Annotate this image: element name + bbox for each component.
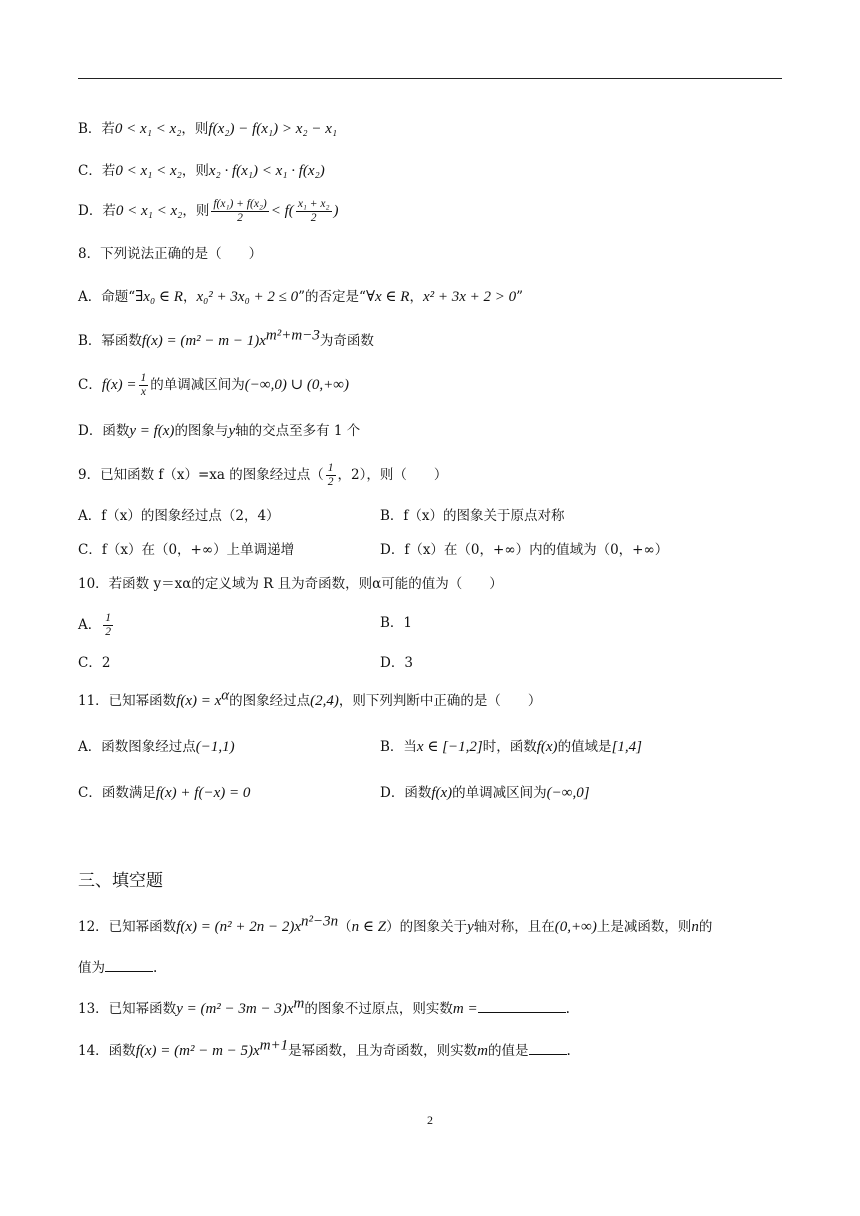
q13 bbox=[78, 995, 570, 1018]
header-rule bbox=[78, 78, 782, 79]
option-text: 当 bbox=[403, 739, 417, 755]
math-expr: 0 < x₁ < x₂ bbox=[115, 203, 183, 220]
fraction-numerator: 1 bbox=[139, 372, 149, 386]
q11-stem bbox=[78, 687, 542, 710]
math-expr: x ∈ [−1,2] bbox=[416, 739, 483, 755]
option-text: 的单调减区间为 bbox=[452, 785, 547, 801]
option-letter: B． bbox=[380, 739, 404, 755]
q8-option-b[interactable] bbox=[78, 327, 374, 350]
option-text: ” bbox=[516, 289, 524, 305]
exponent: m bbox=[293, 995, 305, 1012]
math-expr: f(x) = (n² + 2n − 2)x bbox=[176, 919, 302, 935]
option-text: 若 bbox=[102, 203, 116, 220]
q11-option-a[interactable] bbox=[78, 738, 235, 756]
math-expr: ∀x ∈ R bbox=[365, 289, 410, 305]
option-text: ，则 bbox=[182, 203, 210, 220]
q10-option-b[interactable]: B．1 bbox=[380, 615, 413, 631]
option-text: 轴的交点至多有 1 个 bbox=[235, 423, 361, 439]
math-expr: (−1,1) bbox=[195, 739, 235, 755]
option-text: 为奇函数 bbox=[319, 333, 374, 349]
q8-option-a[interactable] bbox=[78, 288, 523, 306]
option-text: ，则 bbox=[181, 163, 209, 179]
fraction-denominator: 2 bbox=[105, 626, 111, 639]
stem-text: . bbox=[153, 960, 158, 976]
math-expr: f(x) = x bbox=[176, 693, 222, 709]
fraction-denominator: 2 bbox=[310, 212, 317, 225]
stem-text: 9．已知函数 f（x）=xa 的图象经过点（ bbox=[78, 467, 324, 484]
q12-line1 bbox=[78, 913, 713, 936]
fraction-numerator: f(x₁) + f(x₂) bbox=[211, 198, 268, 212]
math-expr: y = (m² − 3m − 3)x bbox=[176, 1001, 294, 1017]
stem-text: 上是减函数，则 bbox=[596, 919, 692, 935]
math-expr: x² + 3x + 2 > 0 bbox=[422, 289, 517, 305]
math-expr: (2,4) bbox=[310, 693, 339, 709]
q9-stem bbox=[78, 462, 447, 489]
fraction-denominator: 2 bbox=[237, 212, 243, 225]
option-letter: A． bbox=[78, 617, 102, 634]
math-expr: f(x) = (m² − m − 1)x bbox=[141, 333, 266, 349]
math-expr: n bbox=[691, 919, 699, 935]
option-text: 函数图象经过点 bbox=[101, 739, 196, 755]
fraction bbox=[296, 198, 332, 225]
math-expr: m bbox=[477, 1043, 488, 1059]
math-expr: f(x) + f(−x) = 0 bbox=[155, 785, 251, 801]
fraction-numerator: 1 bbox=[326, 462, 336, 476]
stem-text: 14．函数 bbox=[78, 1043, 136, 1059]
math-expr: f(x) = bbox=[101, 377, 137, 394]
q9-option-a[interactable]: A．f（x）的图象经过点（2，4） bbox=[78, 508, 280, 524]
math-expr: (0,+∞) bbox=[554, 919, 597, 935]
math-expr: (−∞,0] bbox=[546, 785, 590, 801]
stem-text: 的值是 bbox=[488, 1043, 529, 1059]
q7-option-d[interactable] bbox=[78, 198, 339, 225]
exponent: n²−3n bbox=[301, 913, 339, 930]
stem-text: ，则下列判断中正确的是（ ） bbox=[338, 693, 542, 709]
math-expr: x₂ · f(x₁) < x₁ · f(x₂) bbox=[208, 163, 325, 179]
exponent: m+1 bbox=[259, 1037, 289, 1054]
stem-text: 的 bbox=[698, 919, 713, 935]
option-letter: D． bbox=[78, 423, 103, 439]
option-letter: D． bbox=[380, 785, 405, 801]
q10-option-c[interactable]: C．2 bbox=[78, 655, 111, 671]
math-expr: 0 < x₁ < x₂ bbox=[114, 121, 182, 137]
option-letter: A． bbox=[78, 289, 102, 305]
option-text: 函数满足 bbox=[101, 785, 156, 801]
option-text: 函数 bbox=[404, 785, 432, 801]
option-text: 命题“ bbox=[101, 289, 136, 305]
math-expr: ) bbox=[333, 203, 339, 220]
math-expr: f(x) bbox=[536, 739, 558, 755]
option-text: ，则 bbox=[181, 121, 209, 137]
stem-text: . bbox=[566, 1043, 571, 1059]
option-letter: B． bbox=[78, 333, 102, 349]
stem-text: ，2），则（ ） bbox=[337, 467, 448, 484]
option-text: 若 bbox=[101, 121, 115, 137]
fraction bbox=[103, 612, 113, 639]
stem-text: 11．已知幂函数 bbox=[78, 693, 177, 709]
q12-line2 bbox=[78, 960, 157, 976]
option-text: ”的否定是“ bbox=[298, 289, 366, 305]
q8-stem: 8．下列说法正确的是（ ） bbox=[78, 246, 263, 262]
fraction bbox=[326, 462, 336, 489]
option-letter: A． bbox=[78, 739, 102, 755]
math-expr: f(x) bbox=[431, 785, 453, 801]
math-expr: y bbox=[228, 423, 236, 439]
q8-option-c[interactable] bbox=[78, 372, 349, 399]
math-expr: n ∈ Z bbox=[351, 919, 387, 935]
fraction bbox=[139, 372, 149, 399]
option-text: 函数 bbox=[102, 423, 130, 439]
q10-option-a[interactable] bbox=[78, 612, 115, 639]
option-letter: C． bbox=[78, 163, 102, 179]
option-text: 的值域是 bbox=[557, 739, 612, 755]
option-letter: C． bbox=[78, 785, 102, 801]
math-expr: x₀² + 3x₀ + 2 ≤ 0 bbox=[196, 289, 299, 305]
math-expr: m = bbox=[452, 1001, 478, 1017]
stem-text: 12．已知幂函数 bbox=[78, 919, 177, 935]
fraction-denominator: 2 bbox=[327, 476, 334, 489]
q9-option-d[interactable]: D．f（x）在（0，+∞）内的值域为（0，+∞） bbox=[380, 542, 669, 558]
stem-text: （ bbox=[338, 919, 352, 935]
stem-text: 的图象不过原点，则实数 bbox=[304, 1001, 453, 1017]
section-title: 三、填空题 bbox=[78, 871, 163, 891]
math-expr: < f( bbox=[270, 203, 294, 220]
fraction bbox=[211, 198, 268, 225]
fraction-denominator: x bbox=[140, 386, 146, 399]
option-text: 的单调减区间为 bbox=[150, 377, 245, 394]
answer-blank[interactable] bbox=[529, 1053, 567, 1055]
q11-option-c[interactable] bbox=[78, 784, 250, 802]
q11-option-d[interactable] bbox=[380, 784, 590, 802]
math-expr: f(x₂) − f(x₁) > x₂ − x₁ bbox=[208, 121, 338, 137]
option-text: 时，函数 bbox=[482, 739, 537, 755]
q11-option-b[interactable] bbox=[380, 738, 642, 756]
math-expr: 0 < x₁ < x₂ bbox=[115, 163, 182, 179]
option-text: 若 bbox=[101, 163, 116, 179]
answer-blank[interactable] bbox=[105, 970, 153, 972]
fraction-numerator: 1 bbox=[103, 612, 113, 626]
option-letter: C． bbox=[78, 377, 102, 394]
option-text: ， bbox=[182, 289, 197, 305]
option-text: 的图象与 bbox=[174, 423, 229, 439]
q8-option-d[interactable] bbox=[78, 422, 360, 440]
math-expr: f(x) = (m² − m − 5)x bbox=[135, 1043, 260, 1059]
stem-text: 轴对称，且在 bbox=[473, 919, 555, 935]
option-letter: B． bbox=[78, 121, 102, 137]
math-expr: [1,4] bbox=[611, 739, 642, 755]
math-expr: y bbox=[467, 919, 474, 935]
q7-option-c[interactable] bbox=[78, 162, 325, 180]
stem-text: 值为 bbox=[78, 960, 105, 976]
math-expr: y = f(x) bbox=[129, 423, 175, 439]
math-expr: (−∞,0) ∪ (0,+∞) bbox=[244, 377, 349, 394]
q9-option-b[interactable]: B．f（x）的图象关于原点对称 bbox=[380, 508, 565, 524]
q9-option-c[interactable]: C．f（x）在（0，+∞）上单调递增 bbox=[78, 542, 295, 558]
stem-text: . bbox=[565, 1001, 570, 1017]
q10-stem: 10．若函数 y＝xα的定义域为 R 且为奇函数，则α可能的值为（ ） bbox=[78, 576, 503, 592]
option-text: 幂函数 bbox=[101, 333, 142, 349]
option-text: ， bbox=[409, 289, 423, 305]
page-number: 2 bbox=[427, 1113, 433, 1127]
q10-option-d[interactable]: D．3 bbox=[380, 655, 413, 671]
stem-text: 13．已知幂函数 bbox=[78, 1001, 177, 1017]
math-expr: ∃x₀ ∈ R bbox=[135, 289, 183, 305]
answer-blank[interactable] bbox=[478, 1011, 566, 1013]
stem-text: 的图象经过点 bbox=[229, 693, 311, 709]
exponent: α bbox=[221, 687, 230, 704]
q7-option-b[interactable] bbox=[78, 120, 337, 138]
exponent: m²+m−3 bbox=[265, 327, 320, 344]
q14 bbox=[78, 1037, 571, 1060]
fraction-numerator: x₁ + x₂ bbox=[296, 198, 332, 212]
option-letter: D． bbox=[78, 203, 103, 220]
stem-text: 是幂函数，且为奇函数，则实数 bbox=[288, 1043, 478, 1059]
stem-text: ）的图象关于 bbox=[386, 919, 468, 935]
